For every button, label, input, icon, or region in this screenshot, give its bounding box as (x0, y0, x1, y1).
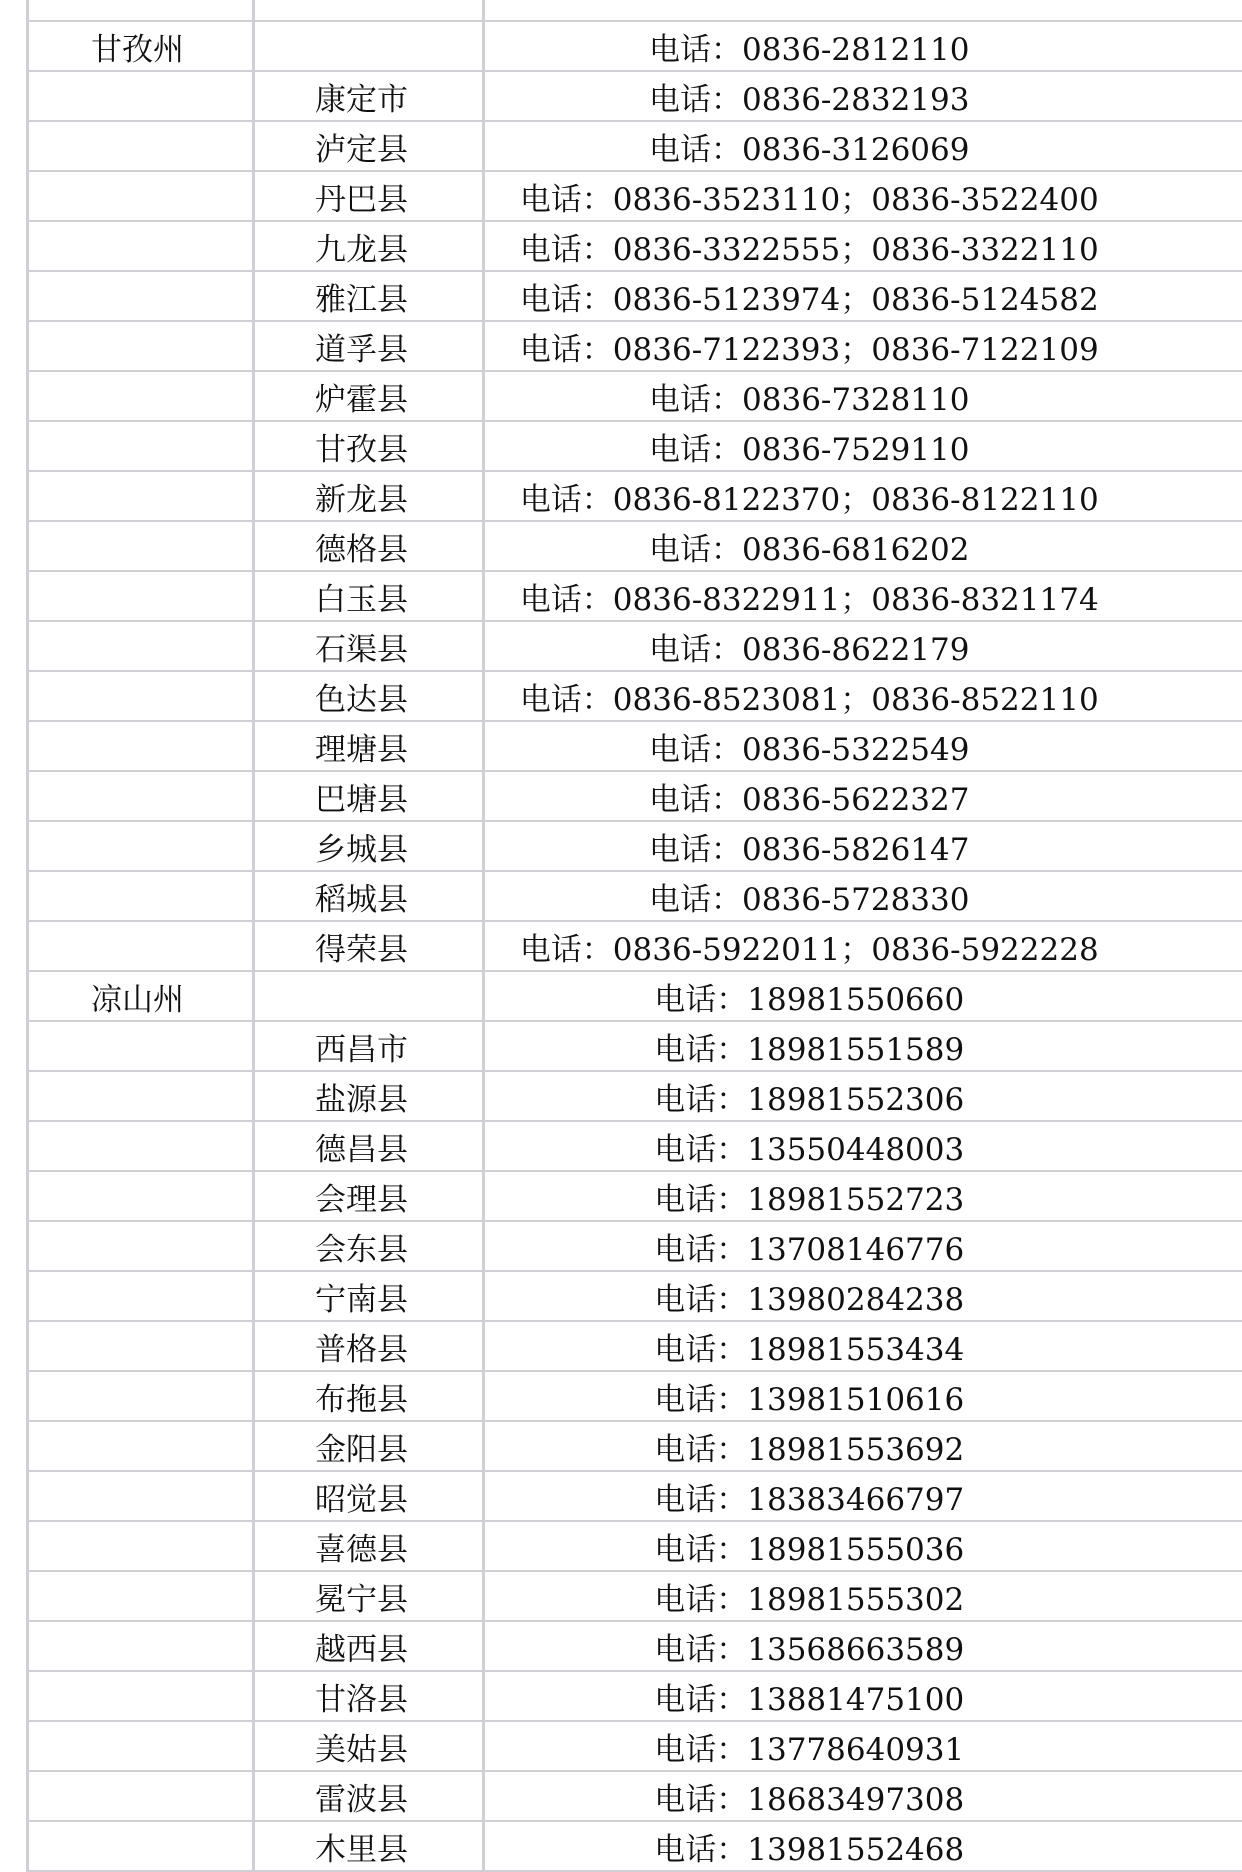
prefecture-cell[interactable] (28, 621, 254, 671)
prefecture-cell[interactable] (28, 1621, 254, 1671)
phone-cell[interactable] (484, 0, 1242, 21)
county-cell[interactable]: 德昌县 (254, 1121, 484, 1171)
phone-cell[interactable]: 电话：0836-8122370；0836-8122110 (484, 471, 1242, 521)
phone-cell[interactable]: 电话：13708146776 (484, 1221, 1242, 1271)
phone-cell[interactable]: 电话：18981553434 (484, 1321, 1242, 1371)
phone-cell[interactable]: 电话：0836-2832193 (484, 71, 1242, 121)
county-cell[interactable]: 白玉县 (254, 571, 484, 621)
table-row (28, 1421, 1242, 1471)
table-row (28, 1371, 1242, 1421)
county-cell[interactable] (254, 0, 484, 21)
prefecture-cell[interactable] (28, 1321, 254, 1371)
county-cell[interactable]: 冕宁县 (254, 1571, 484, 1621)
county-cell[interactable] (254, 21, 484, 71)
phone-cell[interactable]: 电话：0836-3523110；0836-3522400 (484, 171, 1242, 221)
prefecture-cell[interactable] (28, 671, 254, 721)
prefecture-cell[interactable] (28, 171, 254, 221)
table-row (28, 921, 1242, 971)
phone-cell[interactable]: 电话：0836-8523081；0836-8522110 (484, 671, 1242, 721)
county-cell[interactable]: 丹巴县 (254, 171, 484, 221)
phone-cell[interactable]: 电话：13981552468 (484, 1821, 1242, 1871)
phone-cell[interactable]: 电话：18981550660 (484, 971, 1242, 1021)
prefecture-cell[interactable] (28, 1071, 254, 1121)
table-row (28, 471, 1242, 521)
county-cell[interactable]: 宁南县 (254, 1271, 484, 1321)
phone-cell[interactable]: 电话：13568663589 (484, 1621, 1242, 1671)
phone-cell[interactable]: 电话：18383466797 (484, 1471, 1242, 1521)
county-cell[interactable]: 稻城县 (254, 871, 484, 921)
phone-cell[interactable]: 电话：0836-2812110 (484, 21, 1242, 71)
county-cell[interactable]: 甘洛县 (254, 1671, 484, 1721)
county-cell[interactable]: 巴塘县 (254, 771, 484, 821)
county-cell[interactable] (254, 971, 484, 1021)
prefecture-cell[interactable] (28, 771, 254, 821)
phone-cell[interactable]: 电话：0836-3126069 (484, 121, 1242, 171)
phone-cell[interactable]: 电话：0836-5622327 (484, 771, 1242, 821)
table-row (28, 1321, 1242, 1371)
phone-cell[interactable]: 电话：0836-7122393；0836-7122109 (484, 321, 1242, 371)
county-cell[interactable]: 西昌市 (254, 1021, 484, 1071)
county-cell[interactable]: 得荣县 (254, 921, 484, 971)
table-row (28, 1271, 1242, 1321)
table-row (28, 321, 1242, 371)
prefecture-cell[interactable] (28, 0, 254, 21)
county-cell[interactable]: 泸定县 (254, 121, 484, 171)
county-cell[interactable]: 乡城县 (254, 821, 484, 871)
phone-cell[interactable]: 电话：0836-7328110 (484, 371, 1242, 421)
county-cell[interactable]: 理塘县 (254, 721, 484, 771)
county-cell[interactable]: 九龙县 (254, 221, 484, 271)
county-cell[interactable]: 甘孜县 (254, 421, 484, 471)
county-cell[interactable]: 布拖县 (254, 1371, 484, 1421)
phone-cell[interactable]: 电话：18981551589 (484, 1021, 1242, 1071)
table-row (28, 371, 1242, 421)
prefecture-cell[interactable] (28, 221, 254, 271)
table-row (28, 971, 1242, 1021)
phone-cell[interactable]: 电话：13778640931 (484, 1721, 1242, 1771)
county-cell[interactable]: 色达县 (254, 671, 484, 721)
phone-cell[interactable]: 电话：13881475100 (484, 1671, 1242, 1721)
county-cell[interactable]: 金阳县 (254, 1421, 484, 1471)
prefecture-cell[interactable] (28, 1721, 254, 1771)
phone-cell[interactable]: 电话：18981552723 (484, 1171, 1242, 1221)
table-row (28, 571, 1242, 621)
county-cell[interactable]: 美姑县 (254, 1721, 484, 1771)
prefecture-cell[interactable] (28, 821, 254, 871)
table-row (28, 71, 1242, 121)
phone-cell[interactable]: 电话：13550448003 (484, 1121, 1242, 1171)
county-cell[interactable]: 会理县 (254, 1171, 484, 1221)
table-row (28, 221, 1242, 271)
spreadsheet (26, 0, 1242, 1872)
county-cell[interactable]: 雅江县 (254, 271, 484, 321)
table-row (28, 1121, 1242, 1171)
phone-cell[interactable]: 电话：0836-3322555；0836-3322110 (484, 221, 1242, 271)
prefecture-cell[interactable] (28, 1221, 254, 1271)
prefecture-cell[interactable] (28, 1171, 254, 1221)
prefecture-cell[interactable] (28, 1021, 254, 1071)
prefecture-cell[interactable] (28, 1121, 254, 1171)
prefecture-cell[interactable] (28, 421, 254, 471)
prefecture-cell[interactable] (28, 1771, 254, 1821)
county-cell[interactable]: 盐源县 (254, 1071, 484, 1121)
table-row (28, 771, 1242, 821)
table-row (28, 21, 1242, 71)
prefecture-cell[interactable] (28, 1371, 254, 1421)
phone-cell[interactable]: 电话：18981555302 (484, 1571, 1242, 1621)
table-row (28, 1521, 1242, 1571)
county-cell[interactable]: 昭觉县 (254, 1471, 484, 1521)
prefecture-cell[interactable]: 凉山州 (28, 971, 254, 1021)
phone-cell[interactable]: 电话：0836-8622179 (484, 621, 1242, 671)
prefecture-cell[interactable] (28, 371, 254, 421)
phone-cell[interactable]: 电话：18981553692 (484, 1421, 1242, 1471)
phone-cell[interactable]: 电话：0836-6816202 (484, 521, 1242, 571)
table-row (28, 1821, 1242, 1871)
table-row (28, 271, 1242, 321)
phone-cell[interactable]: 电话：18683497308 (484, 1771, 1242, 1821)
table-row (28, 121, 1242, 171)
county-cell[interactable]: 喜德县 (254, 1521, 484, 1571)
phone-cell[interactable]: 电话：0836-5322549 (484, 721, 1242, 771)
prefecture-cell[interactable] (28, 321, 254, 371)
table-row (28, 1721, 1242, 1771)
prefecture-cell[interactable] (28, 1671, 254, 1721)
table-row (28, 621, 1242, 671)
contact-table (26, 0, 1242, 1872)
prefecture-cell[interactable] (28, 271, 254, 321)
phone-cell[interactable]: 电话：13981510616 (484, 1371, 1242, 1421)
prefecture-cell[interactable] (28, 71, 254, 121)
table-row (28, 1471, 1242, 1521)
county-cell[interactable]: 康定市 (254, 71, 484, 121)
county-cell[interactable]: 石渠县 (254, 621, 484, 671)
table-row (28, 1771, 1242, 1821)
prefecture-cell[interactable] (28, 121, 254, 171)
table-row (28, 1671, 1242, 1721)
table-row (28, 721, 1242, 771)
phone-cell[interactable]: 电话：0836-5922011；0836-5922228 (484, 921, 1242, 971)
table-row (28, 871, 1242, 921)
prefecture-cell[interactable] (28, 471, 254, 521)
phone-cell[interactable]: 电话：0836-5826147 (484, 821, 1242, 871)
table-row (28, 1071, 1242, 1121)
table-row (28, 1171, 1242, 1221)
phone-cell[interactable]: 电话：18981552306 (484, 1071, 1242, 1121)
county-cell[interactable]: 木里县 (254, 1821, 484, 1871)
phone-cell[interactable]: 电话：0836-7529110 (484, 421, 1242, 471)
prefecture-cell[interactable] (28, 1521, 254, 1571)
phone-cell[interactable]: 电话：0836-5123974；0836-5124582 (484, 271, 1242, 321)
table-row (28, 1221, 1242, 1271)
prefecture-cell[interactable]: 甘孜州 (28, 21, 254, 71)
county-cell[interactable]: 炉霍县 (254, 371, 484, 421)
prefecture-cell[interactable] (28, 1271, 254, 1321)
prefecture-cell[interactable] (28, 1471, 254, 1521)
prefecture-cell[interactable] (28, 1571, 254, 1621)
prefecture-cell[interactable] (28, 571, 254, 621)
table-row (28, 1021, 1242, 1071)
prefecture-cell[interactable] (28, 521, 254, 571)
table-body (28, 0, 1242, 1871)
table-row (28, 421, 1242, 471)
table-row (28, 521, 1242, 571)
county-cell[interactable]: 道孚县 (254, 321, 484, 371)
prefecture-cell[interactable] (28, 871, 254, 921)
table-row (28, 171, 1242, 221)
county-cell[interactable]: 会东县 (254, 1221, 484, 1271)
prefecture-cell[interactable] (28, 921, 254, 971)
table-row (28, 1621, 1242, 1671)
phone-cell[interactable]: 电话：18981555036 (484, 1521, 1242, 1571)
phone-cell[interactable]: 电话：0836-5728330 (484, 871, 1242, 921)
table-row (28, 821, 1242, 871)
prefecture-cell[interactable] (28, 721, 254, 771)
county-cell[interactable]: 德格县 (254, 521, 484, 571)
phone-cell[interactable]: 电话：13980284238 (484, 1271, 1242, 1321)
table-row (28, 0, 1242, 21)
table-row (28, 671, 1242, 721)
prefecture-cell[interactable] (28, 1821, 254, 1871)
table-row (28, 1571, 1242, 1621)
county-cell[interactable]: 雷波县 (254, 1771, 484, 1821)
county-cell[interactable]: 越西县 (254, 1621, 484, 1671)
county-cell[interactable]: 普格县 (254, 1321, 484, 1371)
county-cell[interactable]: 新龙县 (254, 471, 484, 521)
phone-cell[interactable]: 电话：0836-8322911；0836-8321174 (484, 571, 1242, 621)
prefecture-cell[interactable] (28, 1421, 254, 1471)
